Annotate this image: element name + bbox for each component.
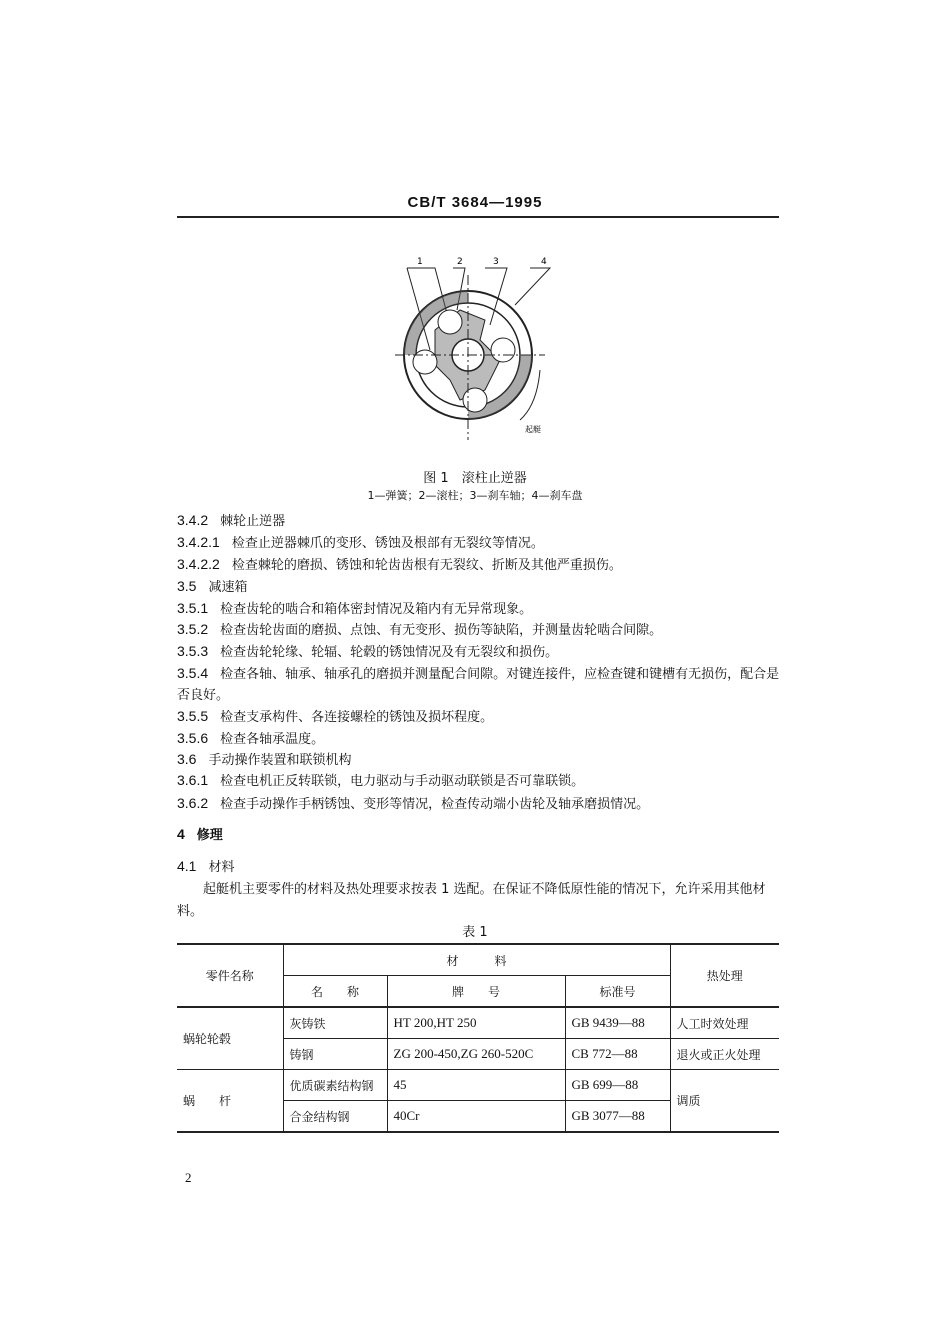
paragraph-3-5-4 <box>177 663 779 682</box>
paragraph-continuation <box>177 684 229 703</box>
figure-label-2: 2 <box>457 257 463 267</box>
figure-legend: 1—弹簧；2—滚柱；3—刹车轴；4—刹车盘 <box>367 489 583 502</box>
paragraph-number: 3.5.3 <box>177 643 209 659</box>
figure-label-1: 1 <box>417 257 423 267</box>
section-4-heading: 4 修理 <box>177 826 223 843</box>
paragraph-text: 否良好。 <box>177 688 230 703</box>
paragraph-3-5-6 <box>177 728 324 747</box>
paragraph-number: 3.5.4 <box>177 665 209 681</box>
paragraph-number: 3.5.6 <box>177 730 209 746</box>
cell-heat: 调质 <box>670 1070 779 1133</box>
header-standard: 标准号 <box>565 976 670 1008</box>
roller-backstop-figure <box>395 250 555 440</box>
paragraph-3-5-3 <box>177 641 558 660</box>
header-material: 材 料 <box>283 944 670 976</box>
paragraph-text: 检查支承构件、各连接螺栓的锈蚀及损坏程度。 <box>220 710 494 725</box>
paragraph-text: 检查齿轮齿面的磨损、点蚀、有无变形、损伤等缺陷，并测量齿轮啮合间隙。 <box>220 623 663 638</box>
paragraph-text: 检查棘轮的磨损、锈蚀和轮齿齿根有无裂纹、折断及其他严重损伤。 <box>231 558 622 573</box>
paragraph-3-5-5 <box>177 706 493 725</box>
cell-name: 铸钢 <box>283 1039 387 1070</box>
cell-standard: GB 9439—88 <box>565 1007 670 1039</box>
paragraph-3-6 <box>177 749 351 768</box>
figure-side-label: 起艇 <box>525 425 541 434</box>
paragraph-number: 3.5.1 <box>177 600 209 616</box>
paragraph-text: 检查齿轮轮缘、轮辐、轮毂的锈蚀情况及有无裂纹和损伤。 <box>220 645 559 660</box>
paragraph-text: 减速箱 <box>208 580 248 595</box>
section-4-1-heading: 4.1 材料 <box>177 858 235 875</box>
header-part: 零件名称 <box>177 944 283 1007</box>
paragraph-number: 3.4.2.2 <box>177 556 220 572</box>
materials-table <box>177 943 779 1133</box>
paragraph-text: 检查电机正反转联锁，电力驱动与手动驱动联锁是否可靠联锁。 <box>220 774 585 789</box>
paragraph-text: 手动操作装置和联锁机构 <box>208 753 352 768</box>
header-heat: 热处理 <box>670 944 779 1007</box>
paragraph-text: 检查齿轮的啮合和箱体密封情况及箱内有无异常现象。 <box>220 602 533 617</box>
table-title: 表 1 <box>462 925 488 940</box>
paragraph-3-4-2-2 <box>177 554 622 573</box>
header-grade: 牌 号 <box>387 976 565 1008</box>
paragraph-text: 检查各轴、轴承、轴承孔的磨损并测量配合间隙。对键连接件，应检查键和键槽有无损伤，配合是 <box>220 667 780 682</box>
paragraph-number: 3.4.2 <box>177 512 209 528</box>
cell-standard: GB 3077—88 <box>565 1101 670 1133</box>
paragraph-3-4-2 <box>177 510 285 529</box>
header-name: 名 称 <box>283 976 387 1008</box>
table-header-row <box>177 944 779 976</box>
paragraph-number: 3.5 <box>177 578 197 594</box>
paragraph-3-6-2 <box>177 793 649 812</box>
figure-label-4: 4 <box>541 257 547 267</box>
table-row <box>177 1070 779 1101</box>
paragraph-3-5-1 <box>177 598 532 617</box>
cell-name: 优质碳素结构钢 <box>283 1070 387 1101</box>
paragraph-text: 检查各轴承温度。 <box>220 732 325 747</box>
paragraph-text: 检查手动操作手柄锈蚀、变形等情况，检查传动端小齿轮及轴承磨损情况。 <box>220 797 650 812</box>
cell-name: 灰铸铁 <box>283 1007 387 1039</box>
header-rule <box>177 216 779 218</box>
standard-header: CB/T 3684—1995 <box>407 194 543 211</box>
paragraph-number: 3.5.2 <box>177 621 209 637</box>
paragraph-number: 3.4.2.1 <box>177 534 220 550</box>
cell-grade: HT 200,HT 250 <box>387 1007 565 1039</box>
table-row <box>177 1007 779 1039</box>
paragraph-text: 棘轮止逆器 <box>220 514 286 529</box>
paragraph-number: 3.5.5 <box>177 708 209 724</box>
page-number: 2 <box>185 1170 192 1185</box>
paragraph-number: 3.6.2 <box>177 795 209 811</box>
paragraph-3-4-2-1 <box>177 532 544 551</box>
figure-label-3: 3 <box>493 257 499 267</box>
cell-grade: ZG 200-450,ZG 260-520C <box>387 1039 565 1070</box>
paragraph-number: 3.6 <box>177 751 197 767</box>
cell-standard: CB 772—88 <box>565 1039 670 1070</box>
cell-part: 蜗 杆 <box>177 1070 283 1133</box>
cell-heat: 退火或正火处理 <box>670 1039 779 1070</box>
cell-part: 蜗轮轮毂 <box>177 1007 283 1070</box>
paragraph-3-6-1 <box>177 770 584 789</box>
cell-grade: 40Cr <box>387 1101 565 1133</box>
figure-caption: 图 1 滚柱止逆器 <box>423 471 527 486</box>
cell-heat: 人工时效处理 <box>670 1007 779 1039</box>
paragraph-3-5-2 <box>177 619 662 638</box>
paragraph-text: 检查止逆器棘爪的变形、锈蚀及根部有无裂纹等情况。 <box>231 536 544 551</box>
paragraph-number: 3.6.1 <box>177 772 209 788</box>
paragraph-3-5 <box>177 576 247 595</box>
cell-name: 合金结构钢 <box>283 1101 387 1133</box>
intro-line-2: 料。 <box>177 904 204 919</box>
intro-line-1: 起艇机主要零件的材料及热处理要求按表 1 选配。在保证不降低原性能的情况下，允许采用其他材 <box>203 882 766 897</box>
cell-grade: 45 <box>387 1070 565 1101</box>
cell-standard: GB 699—88 <box>565 1070 670 1101</box>
